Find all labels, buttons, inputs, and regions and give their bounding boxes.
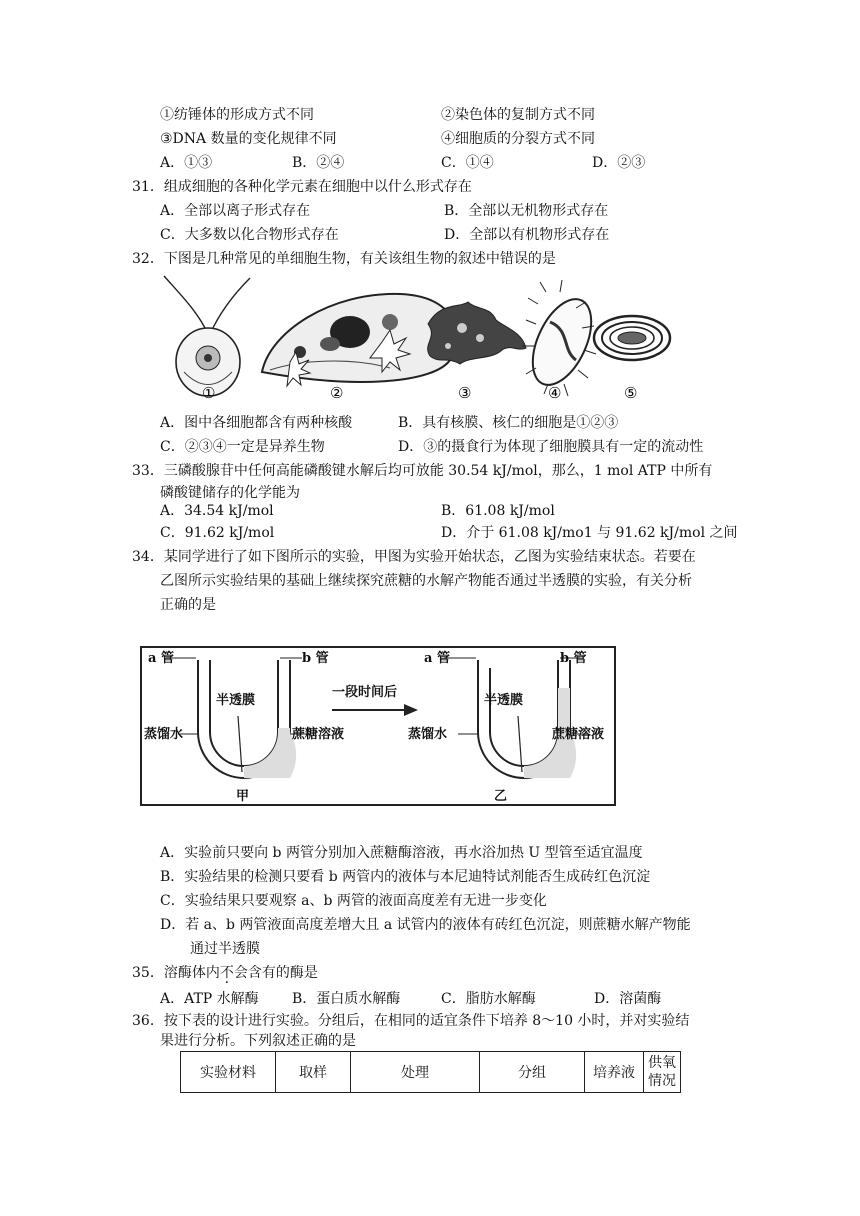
q31-choice-d: D．全部以有机物形式存在 [444, 227, 610, 243]
q33-stem-line1: 33．三磷酸腺苷中任何高能磷酸键水解后均可放能 30.54 kJ/mol，那么，1 mol ATP 中所有 [132, 463, 713, 479]
q35-choice-a: A．ATP 水解酶 [160, 991, 259, 1007]
q35-choice-b: B．蛋白质水解酶 [292, 991, 401, 1007]
q31-choice-b: B．全部以无机物形式存在 [444, 203, 609, 219]
table-header-cell: 分组 [480, 1052, 585, 1093]
q33-choice-d: D．介于 61.08 kJ/mo1 与 91.62 kJ/mol 之间 [441, 525, 738, 541]
u-tube-experiment-diagram [140, 646, 616, 806]
q31-choice-a: A．全部以离子形式存在 [160, 203, 311, 219]
q32-choice-d: D．③的摄食行为体现了细胞膜具有一定的流动性 [398, 439, 704, 455]
label-water-yi: 蒸馏水 [408, 727, 448, 742]
q35-stem-post: 会含有的酶是 [233, 965, 318, 981]
label-a-tube-jia: a 管 [148, 651, 174, 666]
q34-choice-a: A．实验前只要向 b 两管分别加入蔗糖酶溶液，再水浴加热 U 型管至适宜温度 [160, 845, 643, 861]
label-membrane-jia: 半透膜 [216, 693, 256, 708]
q34-choice-d-line1: D．若 a、b 两管液面高度差增大且 a 试管内的液体有砖红色沉淀，则蔗糖水解产物能 [160, 917, 691, 933]
single-cell-organisms-figure [150, 272, 690, 404]
organism-label-5: ⑤ [624, 384, 638, 402]
q30-option-4: ④细胞质的分裂方式不同 [441, 131, 595, 147]
organism-label-2: ② [330, 384, 344, 402]
organism-3-drawing [428, 302, 526, 364]
label-b-tube-yi: b 管 [560, 651, 587, 666]
organism-5-drawing [594, 316, 670, 360]
time-arrow [332, 704, 418, 716]
q34-stem-line1: 34．某同学进行了如下图所示的实验，甲图为实验开始状态，乙图为实验结束状态。若要在 [132, 549, 696, 565]
q30-choice-a: A．①③ [160, 155, 213, 171]
q36-stem-line1: 36．按下表的设计进行实验。分组后，在相同的适宜条件下培养 8～10 小时，并对实验结 [132, 1013, 690, 1029]
label-b-tube-jia: b 管 [302, 651, 329, 666]
label-arrow-time: 一段时间后 [332, 685, 398, 700]
label-water-jia: 蒸馏水 [144, 727, 184, 742]
q35-stem [132, 964, 318, 982]
q33-choice-c: C．91.62 kJ/mol [160, 525, 275, 541]
experiment-design-table [180, 1051, 681, 1093]
organism-4-drawing [521, 280, 603, 396]
label-yi: 乙 [494, 789, 508, 804]
q34-choice-c: C．实验结果只要观察 a、b 两管的液面高度差有无进一步变化 [160, 893, 547, 909]
q34-stem-line2: 乙图所示实验结果的基础上继续探究蔗糖的水解产物能否通过半透膜的实验，有关分析 [160, 573, 692, 589]
q35-choice-c: C．脂肪水解酶 [441, 991, 536, 1007]
u-tube-jia [166, 658, 310, 778]
table-header-cell: 取样 [276, 1052, 351, 1093]
label-sucrose-yi: 蔗糖溶液 [552, 727, 605, 742]
q33-choice-a: A．34.54 kJ/mol [160, 503, 274, 519]
q33-stem-line2: 磷酸键储存的化学能为 [160, 485, 300, 501]
label-a-tube-yi: a 管 [424, 651, 450, 666]
q35-choice-d: D．溶菌酶 [594, 991, 662, 1007]
organism-label-3: ③ [458, 384, 472, 402]
q32-choice-b: B．具有核膜、核仁的细胞是①②③ [398, 415, 619, 431]
label-membrane-yi: 半透膜 [484, 693, 524, 708]
table-header-row [181, 1052, 681, 1093]
q30-choice-c: C．①④ [441, 155, 494, 171]
organism-2-drawing [262, 294, 456, 386]
q34-choice-b: B．实验结果的检测只要看 b 两管内的液体与本尼迪特试剂能否生成砖红色沉淀 [160, 869, 651, 885]
q33-choice-b: B．61.08 kJ/mol [441, 503, 555, 519]
q30-choice-d: D．②③ [592, 155, 646, 171]
u-tube-yi [444, 658, 588, 778]
q34-stem-line3: 正确的是 [160, 597, 216, 613]
q32-choice-a: A．图中各细胞都含有两种核酸 [160, 415, 353, 431]
organism-1-drawing [164, 276, 250, 396]
q31-stem: 31．组成细胞的各种化学元素在细胞中以什么形式存在 [132, 179, 472, 195]
q30-option-3: ③DNA 数量的变化规律不同 [160, 131, 337, 147]
table-header-cell: 实验材料 [181, 1052, 276, 1093]
q32-choice-c: C．②③④一定是异养生物 [160, 439, 325, 455]
q32-stem: 32．下图是几种常见的单细胞生物，有关该组生物的叙述中错误的是 [132, 251, 556, 267]
table-header-cell: 供氧 情况 [644, 1052, 681, 1093]
q30-option-1: ①纺锤体的形成方式不同 [160, 107, 314, 123]
label-jia: 甲 [236, 789, 250, 804]
q30-choice-b: B．②④ [292, 155, 345, 171]
q31-choice-c: C．大多数以化合物形式存在 [160, 227, 339, 243]
q35-stem-pre: 35．溶酶体内 [132, 965, 220, 981]
label-sucrose-jia: 蔗糖溶液 [292, 727, 345, 742]
q34-choice-d-line2: 通过半透膜 [190, 941, 260, 957]
q30-option-2: ②染色体的复制方式不同 [441, 107, 595, 123]
organism-label-1: ① [202, 384, 216, 402]
table-header-cell: 处理 [351, 1052, 480, 1093]
table-header-cell: 培养液 [585, 1052, 644, 1093]
q35-emphasis-not: 不 [219, 965, 234, 981]
organism-label-4: ④ [548, 384, 562, 402]
q36-stem-line2: 果进行分析。下列叙述正确的是 [160, 1033, 356, 1049]
